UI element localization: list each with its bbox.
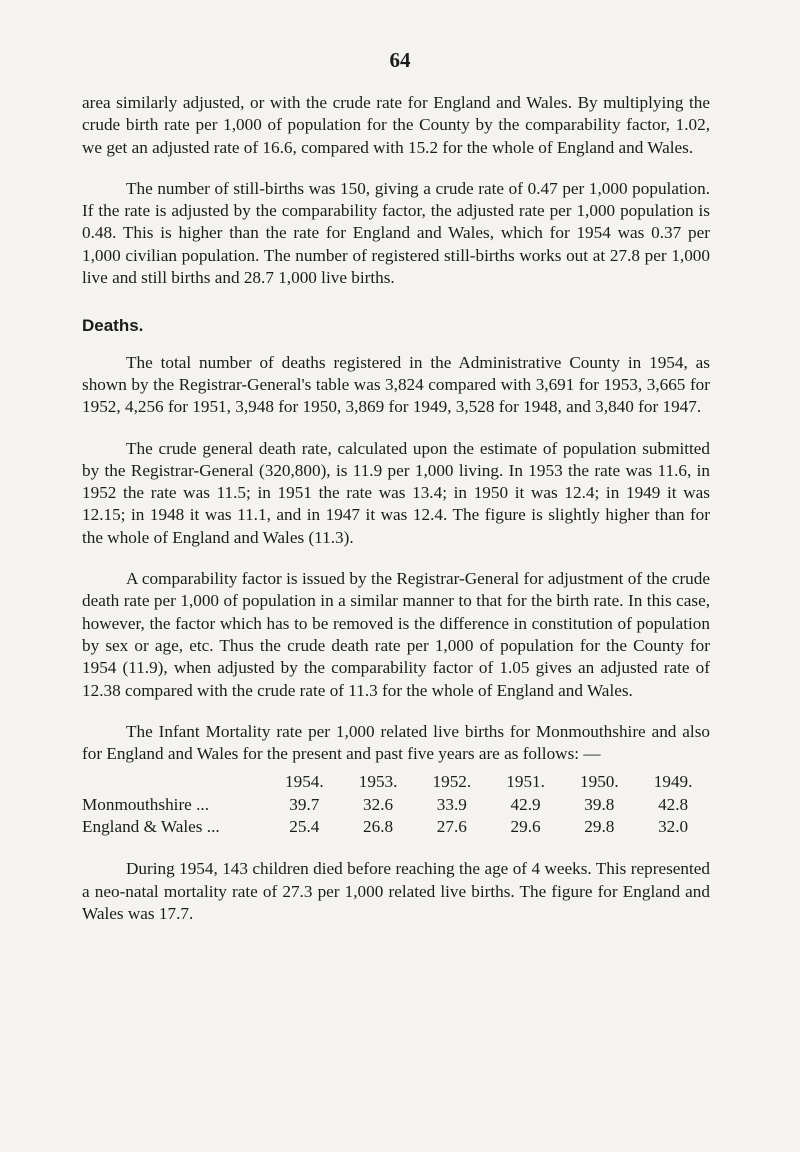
document-body	[82, 92, 710, 925]
paragraph-death-rate: The crude general death rate, calculated upon the estimate of population submitted by the Registrar-General (320,800), is 11.9 per 1,000 living. In 1953 the rate was 11.6, in 1952 the rate was 11.5; in 1951 the rate was 13.4; in 1950 it was 12.4; in 1949 it was 12.15; in 1948 it was 11.1, and in 1947 it was 12.4. The figure is slightly higher than for the whole of England and Wales (11.3).	[82, 438, 710, 547]
table-cell: 29.6	[510, 817, 541, 837]
table-cell: 33.9	[436, 794, 467, 814]
table-cell: 25.4	[289, 817, 320, 837]
year-header: 1954.	[285, 772, 324, 792]
table-cell: 42.9	[510, 794, 541, 814]
year-header: 1951.	[506, 772, 545, 792]
table-cell: 29.8	[584, 817, 615, 837]
paragraph-intro: area similarly adjusted, or with the crude rate for England and Wales. By multiplying the crude birth rate per 1,000 of population for the County by the comparability factor, 1.02, we get an adjusted rate of 16.6, compared with 15.2 for the whole of England and Wales.	[82, 93, 710, 157]
table-cell: 39.8	[584, 794, 615, 814]
paragraph-stillbirths: The number of still-births was 150, giving a crude rate of 0.47 per 1,000 population. If the rate is adjusted by the comparability factor, the adjusted rate per 1,000 population is 0.48. This is higher than the rate for England and Wales, which for 1954 was 0.37 per 1,000 civilian population. The number of registered still-births works out at 27.8 per 1,000 live and still births and 28.7 1,000 live births.	[82, 178, 710, 288]
year-header: 1952.	[432, 772, 472, 792]
year-header: 1949.	[653, 772, 693, 792]
table-cell: 26.8	[363, 817, 394, 837]
paragraph-deaths-total: The total number of deaths registered in the Administrative County in 1954, as shown by the Registrar-General's table was 3,824 compared with 3,691 for 1953, 3,665 for 1952, 4,256 for 1951, 3,948 for 1950, 3,869 for 1949, 3,528 for 1948, and 3,840 for 1947.	[82, 352, 710, 417]
row-label: Monmouthshire ...	[82, 794, 209, 814]
table-corner	[82, 771, 267, 793]
year-header: 1950.	[580, 772, 619, 792]
row-label: England & Wales ...	[82, 817, 220, 837]
table-header-row	[82, 771, 710, 793]
table-cell: 39.7	[289, 794, 320, 814]
infant-mortality-table	[82, 771, 710, 838]
year-header: 1953.	[358, 772, 398, 792]
page-number: 64	[389, 48, 411, 72]
paragraph-neonatal: During 1954, 143 children died before reaching the age of 4 weeks. This represented a neo-natal mortality rate of 27.3 per 1,000 related live births. The figure for England and Wales was 17.7.	[82, 859, 710, 923]
table-cell: 32.0	[658, 817, 689, 837]
table-cell: 42.8	[658, 794, 689, 814]
section-heading-deaths: Deaths.	[82, 316, 144, 336]
table-row	[82, 794, 710, 816]
table-row	[82, 816, 710, 838]
paragraph-comparability: A comparability factor is issued by the Registrar-General for adjustment of the crude death rate per 1,000 of population in a similar manner to that for the birth rate. In this case, however, the factor which has to be removed is the difference in constitution of population by sex or age, etc. Thus the crude death rate per 1,000 of population for the County for 1954 (11.9), when adjusted by the comparability factor of 1.05 gives an adjusted rate of 12.38 compared with the crude rate of 11.3 for the whole of England and Wales.	[82, 569, 710, 700]
paragraph-infant-intro: The Infant Mortality rate per 1,000 related live births for Monmouthshire and also for England and Wales for the present and past five years are as follows: —	[82, 721, 710, 764]
table-cell: 27.6	[436, 817, 467, 837]
table-cell: 32.6	[363, 794, 394, 814]
